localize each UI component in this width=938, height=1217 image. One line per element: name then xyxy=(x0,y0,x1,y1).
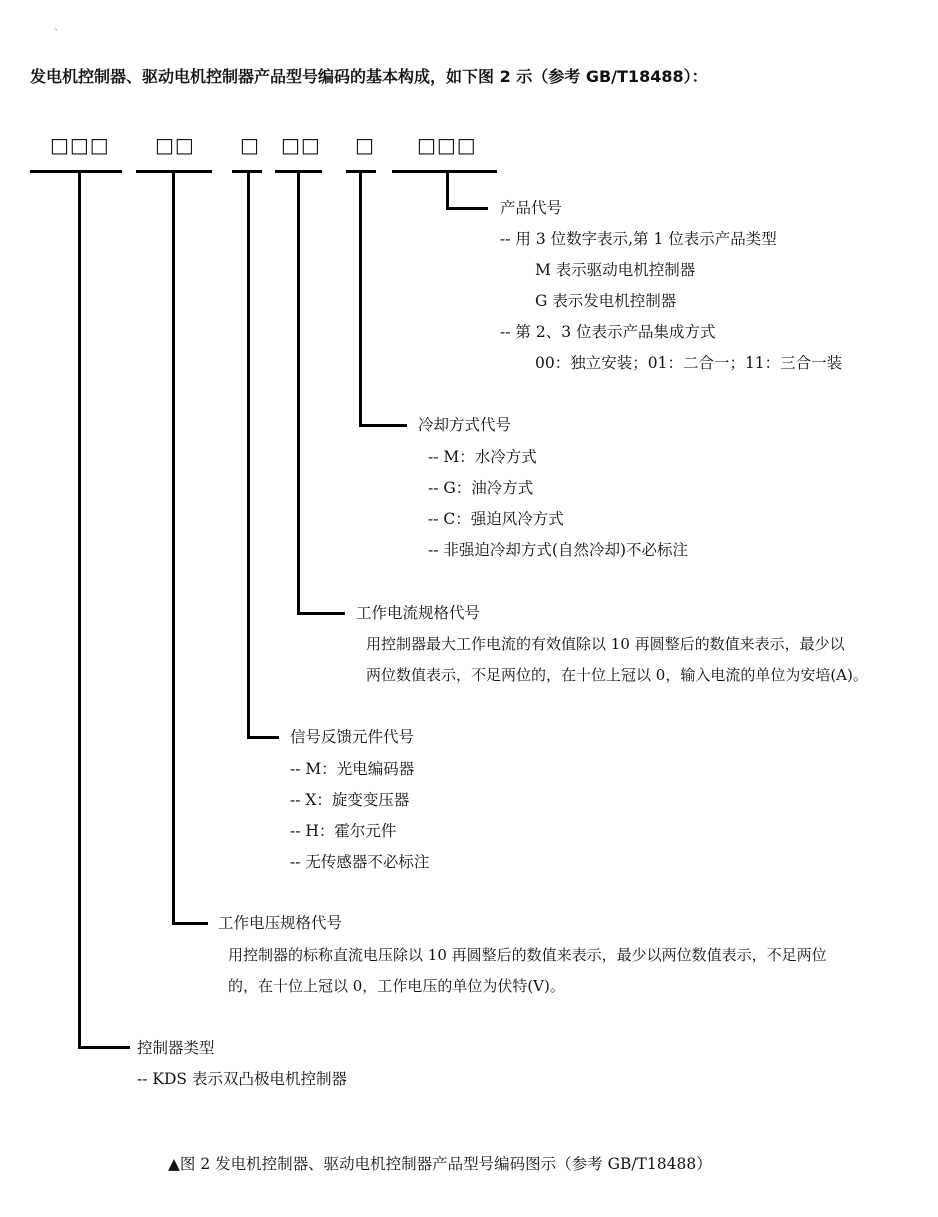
connector-feedback-horizontal xyxy=(247,736,279,739)
code-group-controller-type: □□□ xyxy=(50,133,110,157)
current-code-title: 工作电流规格代号 xyxy=(356,604,481,622)
connector-product-horizontal xyxy=(446,207,488,210)
code-group-feedback: □ xyxy=(240,133,260,157)
code-group-product: □□□ xyxy=(417,133,477,157)
figure-caption: ▲图 2 发电机控制器、驱动电机控制器产品型号编码图示（参考 GB/T18488） xyxy=(168,1155,712,1173)
connector-type-horizontal xyxy=(78,1046,130,1049)
feedback-code-line-1: -- M：光电编码器 xyxy=(290,760,415,778)
connector-cooling-vertical xyxy=(359,172,362,426)
voltage-code-title: 工作电压规格代号 xyxy=(218,914,343,932)
scan-mark: 、 xyxy=(54,22,64,33)
product-code-line-2: M 表示驱动电机控制器 xyxy=(535,261,696,279)
feedback-code-line-2: -- X：旋变变压器 xyxy=(290,791,410,809)
current-code-line-1: 用控制器最大工作电流的有效值除以 10 再圆整后的数值来表示，最少以 xyxy=(366,635,845,653)
product-code-line-4: -- 第 2、3 位表示产品集成方式 xyxy=(500,323,716,341)
connector-type-vertical xyxy=(78,172,81,1048)
cooling-code-line-1: -- M：水冷方式 xyxy=(428,448,537,466)
feedback-code-title: 信号反馈元件代号 xyxy=(290,728,415,746)
connector-current-horizontal xyxy=(297,612,345,615)
intro-paragraph: 发电机控制器、驱动电机控制器产品型号编码的基本构成，如下图 2 示（参考 GB/T18488）： xyxy=(30,67,708,86)
product-code-line-1: -- 用 3 位数字表示,第 1 位表示产品类型 xyxy=(500,230,777,248)
underline-product xyxy=(392,170,497,173)
code-group-current: □□ xyxy=(281,133,321,157)
cooling-code-line-2: -- G：油冷方式 xyxy=(428,479,534,497)
cooling-code-line-4: -- 非强迫冷却方式(自然冷却)不必标注 xyxy=(428,541,688,559)
voltage-code-line-1: 用控制器的标称直流电压除以 10 再圆整后的数值来表示，最少以两位数值表示，不足两位 xyxy=(228,946,827,964)
product-code-line-5: 00：独立安装；01：二合一；11：三合一装 xyxy=(535,354,843,372)
code-group-voltage: □□ xyxy=(155,133,195,157)
controller-type-line-1: -- KDS 表示双凸极电机控制器 xyxy=(137,1070,347,1088)
cooling-code-title: 冷却方式代号 xyxy=(418,416,512,434)
code-group-cooling: □ xyxy=(355,133,375,157)
product-code-title: 产品代号 xyxy=(500,199,563,217)
connector-voltage-horizontal xyxy=(172,922,208,925)
voltage-code-line-2: 的，在十位上冠以 0，工作电压的单位为伏特(V)。 xyxy=(228,977,565,995)
connector-current-vertical xyxy=(297,172,300,614)
connector-cooling-horizontal xyxy=(359,424,407,427)
connector-product-vertical xyxy=(446,172,449,209)
connector-voltage-vertical xyxy=(172,172,175,924)
current-code-line-2: 两位数值表示，不足两位的，在十位上冠以 0，输入电流的单位为安培(A)。 xyxy=(366,666,868,684)
product-code-line-3: G 表示发电机控制器 xyxy=(535,292,677,310)
cooling-code-line-3: -- C：强迫风冷方式 xyxy=(428,510,564,528)
connector-feedback-vertical xyxy=(247,172,250,738)
controller-type-title: 控制器类型 xyxy=(137,1039,215,1057)
feedback-code-line-4: -- 无传感器不必标注 xyxy=(290,853,430,871)
feedback-code-line-3: -- H：霍尔元件 xyxy=(290,822,397,840)
underline-controller-type xyxy=(30,170,122,173)
